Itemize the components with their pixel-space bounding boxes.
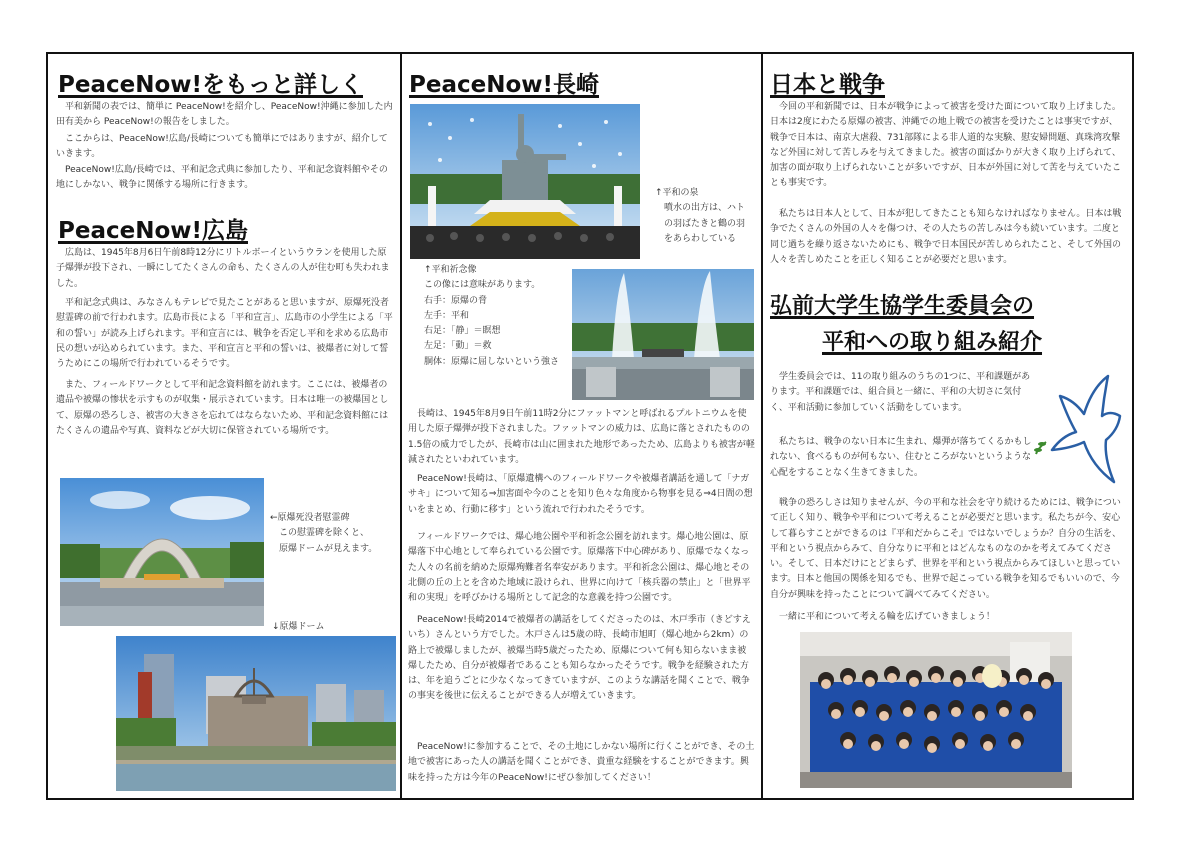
heading-peacenow-more: PeaceNow!をもっと詳しく (58, 72, 363, 98)
heading-japan-war: 日本と戦争 (770, 72, 885, 98)
column-divider-left (400, 52, 402, 798)
peace-fountain-photo (572, 269, 754, 400)
heading-hiroshima: PeaceNow!広島 (58, 218, 248, 244)
nagasaki-paragraph-1: 長崎は、1945年8月9日午前11時2分にファットマンと呼ばれるプルトニウムを使用した原子爆弾が投下されました。ファットマンの威力は、広島に落とされたものの1.5倍の威力でしたが、長崎市は山に囲まれた地形であったため、広島よりも被害が軽減されたといわれています。 (408, 409, 755, 465)
fountain-caption: ↑平和の泉 噴水の出方は、ハト の羽ばたきと鶴の羽 をあらわしている (655, 188, 746, 244)
intro-paragraph-3: PeaceNow!広島/長崎では、平和記念式典に参加したり、平和記念資料館やその地にしかない、戦争に関係する場所に行きます。 (56, 165, 388, 191)
hiroshima-paragraph-1: 広島は、1945年8月6日午前8時12分にリトルボーイというウランを使用した原子爆弾が投下され、一瞬にしてたくさんの命も、たくさんの人が住む町も失われました。 (56, 248, 390, 289)
peace-statue-photo (410, 104, 640, 259)
nagasaki-paragraph-3: フィールドワークでは、爆心地公園や平和祈念公園を訪れます。爆心地公園は、原爆落下中心地として奉られている公園です。原爆落下中心碑があり、原爆でなくなった人々の名前を納めた原爆殉難者名奉安があります。平和祈念公園は、爆心地とその北側の丘の上とを含めた地域に設けられ、世界に向けて「核兵器の禁止」と「世界平和の実現」を呼びかける場所として記念的な意義を持つ公園です。 (408, 532, 751, 604)
nagasaki-paragraph-2: PeaceNow!長崎は、「原爆遺構へのフィールドワークや被爆者講話を通して「ナガサキ」について知る⇒加害面や今のことを知り色々な角度から物事を見る⇒4日間の想いをまとめ、行動に移す」という流れで行われたそうです。 (408, 474, 753, 515)
dove-illustration (1032, 370, 1124, 488)
column-divider-right (761, 52, 763, 798)
heading-nagasaki: PeaceNow!長崎 (409, 72, 599, 98)
intro-paragraph-1: 平和新聞の表では、簡単に PeaceNow!を紹介し、PeaceNow!沖縄に参加した内田有美から PeaceNow!の報告をしました。 (56, 102, 393, 128)
war-paragraph-1: 今回の平和新聞では、日本が戦争によって被害を受けた面について取り上げました。日本は2度にわたる原爆の被害、沖縄での地上戦での被害を受けたことは事実ですが、戦争で日本は、南京大虐殺、731部隊による非人道的な実験、慰安婦問題、真珠湾攻撃など外国に対して苦しみを与えてきました。被害の面ばかりが大きく取り上げられて、加害の面が取り上げられないことが多いですが、日本が外国に対して苦を与えていたことも事実です。 (770, 102, 1122, 189)
statue-caption: ↑平和祈念像 この像には意味があります。 右手：原爆の脅 左手：平和 右足：「静」＝瞑想 左足：「動」＝救 胴体：原爆に屈しないという強さ (424, 265, 560, 367)
nagasaki-paragraph-4: PeaceNow!長崎2014で被爆者の講話をしてくださったのは、木戸季市（きどすえいち）さんという方でした。木戸さんは5歳の時、長崎市旭町（爆心地から2km）の路上で被爆しましたが、被爆当時5歳だったため、原爆について何も知らないまま被爆したため、自分が被爆者であることも知らなかったそうです。戦争を経験された方は、年を追うごとに少なくなってきていますが、このような講話を聞くことで、戦争の事実を後世に伝えることができる人が増えていきます。 (408, 615, 751, 702)
committee-paragraph-1: 学生委員会では、11の取り組みのうちの1つに、平和課題があります。平和課題では、組合員と一緒に、平和の大切さに気付く、平和活動に参加していく活動をしています。 (770, 372, 1031, 413)
cenotaph-photo (60, 478, 264, 626)
hiroshima-paragraph-2: 平和記念式典は、みなさんもテレビで見たことがあると思いますが、原爆死没者慰霊碑の前で行われます。広島市長による「平和宣言」、広島市の小学生による「平和の誓い」が読み上げられます。平和宣言には、戦争を否定し平和を求める広島市民の想いが込められています。また、平和宣言と平和の誓いは、被爆者に対して誓うためにこの場所で行われているそうです。 (56, 298, 393, 370)
nagasaki-paragraph-5: PeaceNow!に参加することで、その土地にしかない場所に行くことができ、その土地で被害にあった人の講話を聞くことができ、貴重な経験をすることができます。興味を持った方は今年のPeaceNow!にぜひ参加してください！ (408, 742, 755, 783)
committee-group-photo (800, 632, 1072, 788)
committee-paragraph-4: 一緒に平和について考える輪を広げていきましょう！ (779, 612, 995, 622)
hiroshima-paragraph-3: また、フィールドワークとして平和記念資料館を訪れます。ここには、被爆者の遺品や被爆の惨状を示すものが収集・展示されています。日本は唯一の被爆国として、原爆の恐ろしさ、被害の大きさを忘れてはならないため、平和記念資料館にはたくさんの遺品や写真、資料などが大切に保管されている場所です。 (56, 380, 389, 436)
committee-paragraph-3: 戦争の恐ろしさは知りませんが、今の平和な社会を守り続けるためには、戦争について正しく知り、戦争や平和について考えることが必要だと思います。私たちが今、安心して暮らすことができるのは『平和だからこそ』ではないでしょうか？自分の生活を、平和という視点からみて、自分なりに平和とはどんなものなのかを考えてみてください。そして、日本だけにとどまらず、世界を平和という視点からみてほしいと思っています。日本と他国の関係を知るでも、世界で起こっている戦争を知るでもいいので、今自分が興味を持ったことについて調べてみてください。 (770, 498, 1122, 600)
intro-paragraph-2: ここからは、PeaceNow!広島/長崎についても簡単にではありますが、紹介していきます。 (56, 134, 388, 160)
committee-paragraph-2: 私たちは、戦争のない日本に生まれ、爆弾が落ちてくるかもしれない、食べるものが何もない、住むところがないというような心配をすることなく生きてきました。 (770, 437, 1032, 478)
dome-caption: ↓原爆ドーム (272, 622, 325, 632)
atomic-dome-photo (116, 636, 396, 791)
heading-committee-line1: 弘前大学生協学生委員会の (770, 294, 1035, 319)
cenotaph-caption: ←原爆死没者慰霊碑 この慰霊碑を除くと、 原爆ドームが見えます。 (270, 513, 378, 554)
war-paragraph-2: 私たちは日本人として、日本が犯してきたことも知らなければなりません。日本は戦争でたくさんの外国の人々を傷つけ、その人たちの苦しみは今も続いています。二度と同じ過ちを繰り返さないためにも、戦争で日本国民が苦しめられたこと、そして外国の人々を苦しめたことを正しく知ることが必要だと思います。 (770, 209, 1122, 265)
heading-committee-line2: 平和への取り組み紹介 (822, 330, 1043, 355)
